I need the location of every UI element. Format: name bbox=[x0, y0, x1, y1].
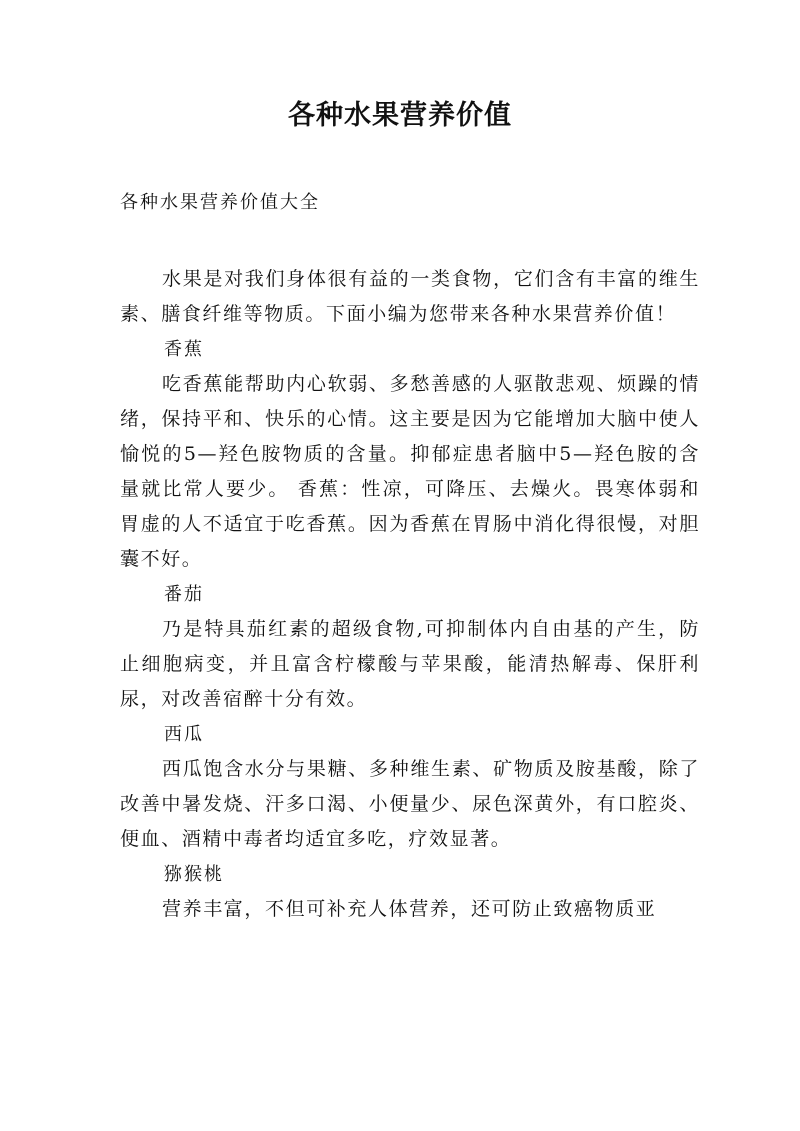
section-heading-kiwi: 猕猴桃 bbox=[164, 864, 224, 885]
intro-paragraph: 水果是对我们身体很有益的一类食物，它们含有丰富的维生素、膳食纤维等物质。下面小编为您带来各种水果营养价值！ bbox=[120, 268, 700, 325]
section-text-tomato: 乃是特具茄红素的超级食物,可抑制体内自由基的产生，防止细胞病变，并且富含柠檬酸与苹果酸，能清热解毒、保肝利尿，对改善宿醉十分有效。 bbox=[120, 618, 700, 710]
section-text-watermelon: 西瓜饱含水分与果糖、多种维生素、矿物质及胺基酸，除了改善中暑发烧、汗多口渴、小便量少、尿色深黄外，有口腔炎、便血、酒精中毒者均适宜多吃，疗效显著。 bbox=[120, 758, 700, 850]
section-heading-banana: 香蕉 bbox=[164, 339, 204, 360]
document-body bbox=[120, 262, 700, 927]
section-text-kiwi: 营养丰富，不但可补充人体营养，还可防止致癌物质亚 bbox=[162, 898, 657, 920]
section-text-banana: 吃香蕉能帮助内心软弱、多愁善感的人驱散悲观、烦躁的情绪，保持平和、快乐的心情。这主要是因为它能增加大脑中使人愉悦的5—羟色胺物质的含量。抑郁症患者脑中5—羟色胺的含量就比常人要少。 香蕉：性凉，可降压、去燥火。畏寒体弱和胃虚的人不适宜于吃香蕉。因为香蕉在胃肠中消化得很慢，对胆囊不好。 bbox=[120, 373, 700, 570]
document-title: 各种水果营养价值 bbox=[288, 100, 512, 131]
section-heading-watermelon: 西瓜 bbox=[164, 724, 204, 745]
document-subtitle: 各种水果营养价值大全 bbox=[120, 192, 320, 213]
section-heading-tomato: 番茄 bbox=[164, 584, 204, 605]
